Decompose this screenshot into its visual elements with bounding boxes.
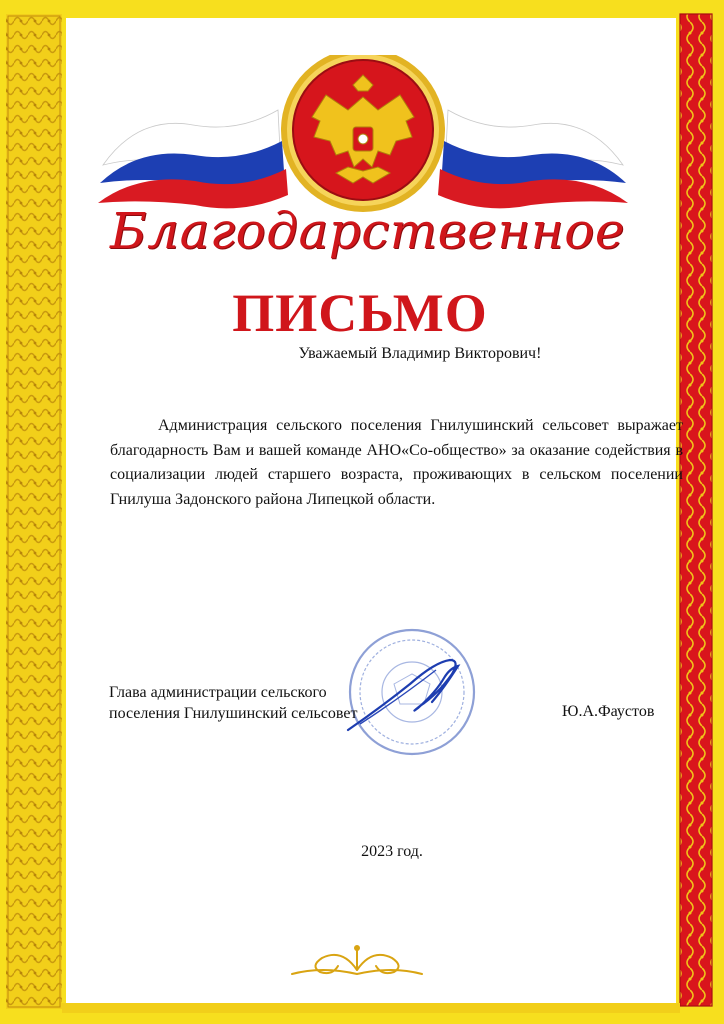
greeting: Уважаемый Владимир Викторович! <box>298 345 542 362</box>
signer-name: Ю.А.Фаустов <box>562 703 655 720</box>
title-main: ПИСЬМО <box>232 283 488 343</box>
body-paragraph: Администрация сельского поселения Гнилушинский сельсовет выражает благодарность Вам и вашей команде АНО«Со-общество» за оказание содействия в социализации людей старшего возраста, проживающих в сельском поселении Гнилуша Задонского района Липецкой области. <box>110 417 683 508</box>
handwritten-signature-icon <box>340 648 470 738</box>
bottom-ornament-icon <box>282 940 432 980</box>
emblem-ribbon-icon <box>98 55 628 215</box>
title-script: Благодарственное <box>110 202 625 260</box>
signer-title-line1: Глава администрации сельского <box>109 684 327 701</box>
body-text <box>110 414 683 512</box>
year: 2023 год. <box>361 843 423 860</box>
signer-title <box>109 682 357 724</box>
signer-title-line2: поселения Гнилушинский сельсовет <box>109 705 358 722</box>
